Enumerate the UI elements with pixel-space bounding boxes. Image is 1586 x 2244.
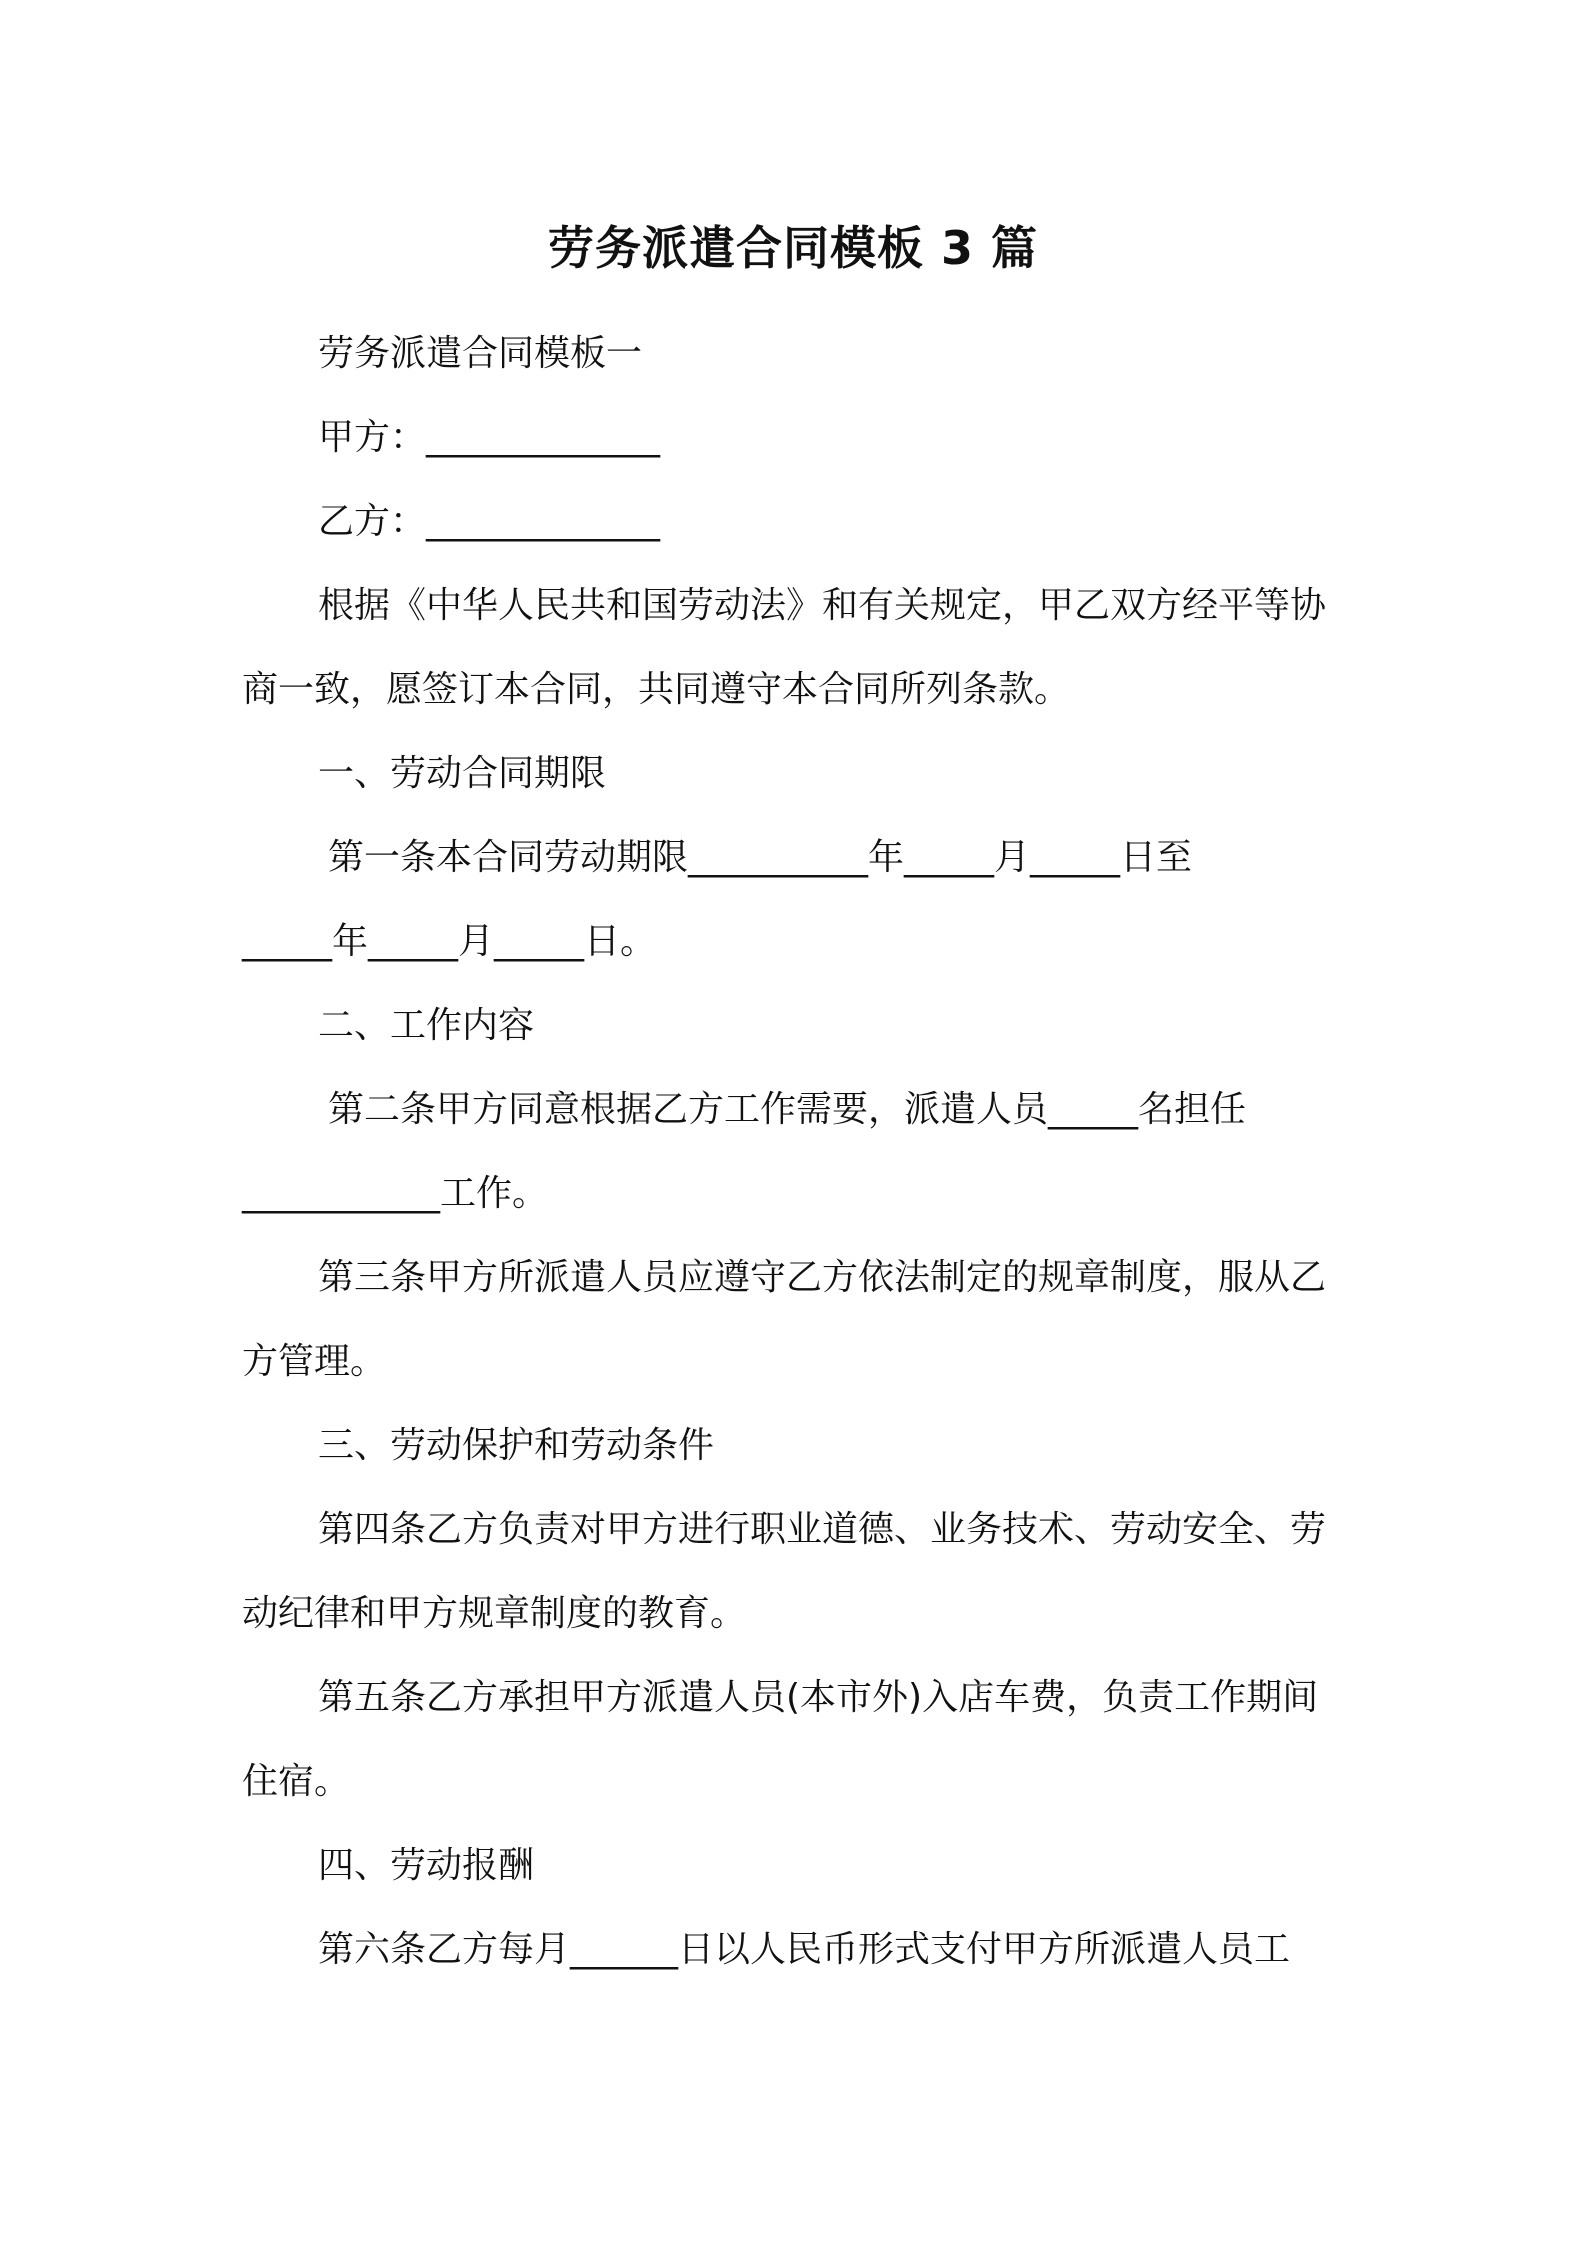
section-heading-term: 一、劳动合同期限: [318, 753, 607, 794]
article-4-line-1: 第四条乙方负责对甲方进行职业道德、业务技术、劳动安全、劳: [318, 1509, 1327, 1550]
section-heading-template-one: 劳务派遣合同模板一: [318, 333, 643, 374]
article-1-line-1: 第一条本合同劳动期限__________年_____月_____日至: [328, 837, 1193, 878]
party-b-line: 乙方：_____________: [318, 501, 661, 542]
party-a-line: 甲方：_____________: [318, 417, 661, 458]
article-2-line-2: ___________工作。: [242, 1173, 549, 1214]
article-5-line-2: 住宿。: [242, 1761, 351, 1802]
preamble-line-2: 商一致，愿签订本合同，共同遵守本合同所列条款。: [242, 669, 1071, 710]
article-5-line-1: 第五条乙方承担甲方派遣人员(本市外)入店车费，负责工作期间: [318, 1677, 1319, 1718]
document-body: [242, 312, 1350, 1992]
section-heading-remuneration: 四、劳动报酬: [318, 1845, 535, 1886]
section-heading-work: 二、工作内容: [318, 1005, 535, 1046]
article-3-line-2: 方管理。: [242, 1341, 387, 1382]
article-2-line-1: 第二条甲方同意根据乙方工作需要，派遣人员_____名担任: [328, 1089, 1247, 1130]
section-heading-protection: 三、劳动保护和劳动条件: [318, 1425, 715, 1466]
article-6-line-1: 第六条乙方每月______日以人民币形式支付甲方所派遣人员工: [318, 1929, 1291, 1970]
article-4-line-2: 动纪律和甲方规章制度的教育。: [242, 1593, 747, 1634]
document-title: 劳务派遣合同模板 3 篇: [547, 221, 1039, 275]
article-1-line-2: _____年_____月_____日。: [242, 921, 657, 962]
preamble-line-1: 根据《中华人民共和国劳动法》和有关规定，甲乙双方经平等协: [318, 585, 1327, 626]
article-3-line-1: 第三条甲方所派遣人员应遵守乙方依法制定的规章制度，服从乙: [318, 1257, 1327, 1298]
